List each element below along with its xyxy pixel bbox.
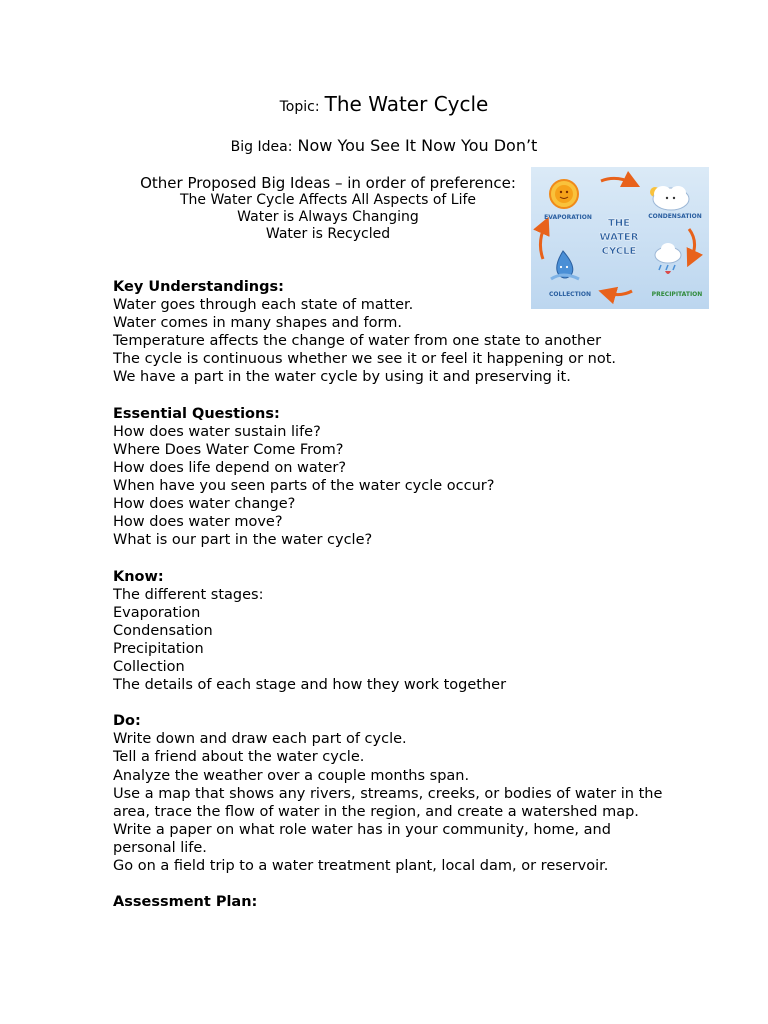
diagram-label-evaporation: EVAPORATION: [544, 214, 592, 221]
key-understanding-item: We have a part in the water cycle by using it and preserving it.: [113, 369, 571, 386]
diagram-label-collection: COLLECTION: [548, 291, 592, 298]
key-understanding-item: Water goes through each state of matter.: [113, 297, 414, 314]
essential-question-item: What is our part in the water cycle?: [113, 532, 373, 549]
know-item: The different stages:: [113, 586, 264, 603]
essential-question-item: How does water sustain life?: [113, 423, 321, 440]
know-item: Collection: [113, 658, 185, 675]
essential-question-item: When have you seen parts of the water cycle occur?: [113, 478, 495, 495]
essential-question-item: How does water move?: [113, 514, 283, 531]
diagram-title-line: CYCLE: [601, 246, 637, 257]
topic-line: [0, 92, 768, 116]
diagram-label-condensation: CONDENSATION: [648, 213, 702, 220]
do-item: Tell a friend about the water cycle.: [113, 749, 365, 766]
do-section: [113, 712, 673, 875]
key-understandings-section: [113, 278, 673, 387]
assessment-plan-heading: Assessment Plan:: [113, 894, 258, 911]
other-big-idea-item: Water is Always Changing: [237, 209, 419, 225]
essential-question-item: How does life depend on water?: [113, 459, 347, 476]
essential-question-item: Where Does Water Come From?: [113, 441, 344, 458]
topic-title: The Water Cycle: [324, 92, 489, 116]
know-item: Condensation: [113, 622, 213, 639]
do-item: Use a map that shows any rivers, streams, creeks, or bodies of water in the area, trace the flow of water in the region, and create a watershed map.: [113, 785, 663, 820]
sun-icon: [550, 180, 578, 208]
essential-questions-section: [113, 405, 673, 550]
key-understanding-item: The cycle is continuous whether we see it or feel it happening or not.: [113, 351, 617, 368]
know-item: Evaporation: [113, 604, 201, 621]
know-item: Precipitation: [113, 640, 204, 657]
key-understanding-item: Temperature affects the change of water from one state to another: [113, 333, 602, 350]
topic-label: Topic:: [279, 99, 320, 115]
do-item: Go on a field trip to a water treatment plant, local dam, or reservoir.: [113, 858, 609, 874]
assessment-plan-section: [113, 893, 673, 911]
other-big-ideas-heading: Other Proposed Big Ideas – in order of preference:: [140, 174, 516, 192]
diagram-title-line: THE: [607, 218, 631, 229]
key-understanding-item: Water comes in many shapes and form.: [113, 315, 402, 332]
key-understandings-heading: Key Understandings:: [113, 279, 284, 295]
know-heading: Know:: [113, 568, 164, 585]
do-heading: Do:: [113, 713, 141, 730]
other-big-idea-item: Water is Recycled: [265, 226, 391, 242]
essential-question-item: How does water change?: [113, 496, 296, 513]
diagram-label-precipitation: PRECIPITATION: [651, 291, 703, 298]
big-idea-line: [0, 136, 768, 155]
do-item: Analyze the weather over a couple months span.: [113, 767, 470, 784]
other-big-idea-item: The Water Cycle Affects All Aspects of Life: [179, 192, 477, 208]
do-item: Write down and draw each part of cycle.: [113, 731, 407, 748]
essential-questions-heading: Essential Questions:: [113, 405, 280, 422]
big-idea-label: Big Idea:: [230, 139, 293, 155]
big-idea-title: Now You See It Now You Don’t: [297, 136, 538, 155]
diagram-title-line: WATER: [599, 232, 639, 243]
do-item: Write a paper on what role water has in your community, home, and personal life.: [113, 821, 611, 856]
document-body: [113, 278, 673, 929]
know-section: [113, 568, 673, 695]
know-item: The details of each stage and how they work together: [113, 677, 507, 694]
other-big-ideas: [118, 174, 538, 243]
